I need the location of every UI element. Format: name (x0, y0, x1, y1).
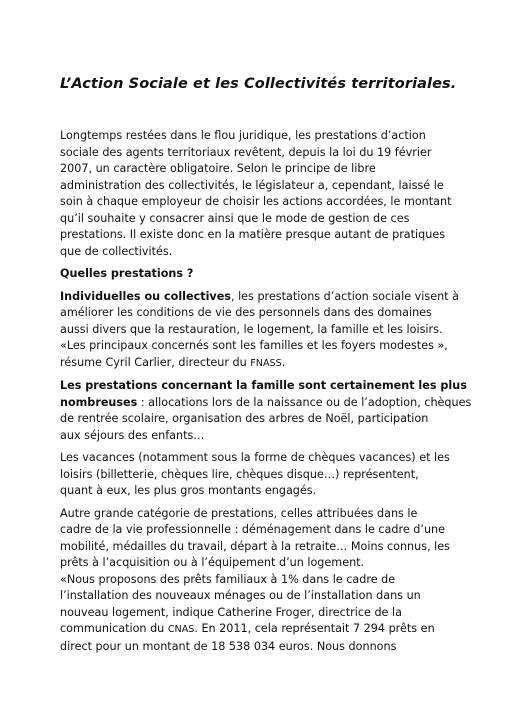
section-heading: Quelles prestations ? (60, 267, 194, 280)
family-paragraph (60, 378, 472, 444)
text-line: loisirs (billetterie, chèques lire, chèques disque…) représentent, (60, 467, 419, 481)
quote-paragraph (60, 572, 460, 656)
text-line: que de collectivités. (60, 244, 173, 258)
text-line: direct pour un montant de 18 538 034 euros. Nous donnons (60, 639, 397, 653)
text-line: administration des collectivités, le législateur a, cependant, laissé le (60, 178, 444, 192)
text-line: de rentrée scolaire, organisation des arbres de Noël, participation (60, 412, 429, 425)
text-line: prêts à l’acquisition ou à l’équipement d’un logement. (60, 556, 365, 569)
text-line: sociale des agents territoriaux revêtent, depuis la loi du 19 février (60, 145, 432, 159)
text-line: aussi divers que la restauration, le logement, la famille et les loisirs. (60, 322, 443, 336)
text-line: améliorer les conditions de vie des personnels dans des domaines (60, 306, 432, 319)
text-fragment: communication du (60, 622, 168, 635)
prestations-paragraph (60, 289, 460, 373)
text-fragment: . (281, 355, 286, 369)
text-line: nouveau logement, indique Catherine Froger, directrice de la (60, 605, 402, 619)
org-acronym: FNASS (250, 357, 282, 369)
article-body (60, 128, 472, 661)
text-line: Longtemps restées dans le flou juridique, les prestations d’action (60, 129, 426, 142)
vacances-paragraph (60, 450, 460, 500)
text-line: mobilité, médailles du travail, départ à la retraite… Moins connus, les (60, 539, 450, 553)
professional-paragraph (60, 506, 460, 572)
intro-paragraph (60, 128, 460, 260)
bold-lead: Individuelles ou collectives (60, 289, 231, 303)
bold-lead: nombreuses (60, 395, 138, 409)
text-line (60, 621, 460, 639)
text-line: Autre grande catégorie de prestations, celles attribuées dans le (60, 506, 418, 520)
text-line: aux séjours des enfants… (60, 428, 205, 442)
document-title: L’Action Sociale et les Collectivités territoriales. (60, 76, 457, 92)
text-line: prestations. Il existe donc en la matière presque autant de pratiques (60, 228, 446, 241)
text-line: qu’il souhaite y consacrer ainsi que le mode de gestion de ces (60, 211, 410, 225)
text-fragment: : allocations lors de la naissance ou de l’adoption, chèques (137, 395, 472, 409)
text-line: Les vacances (notamment sous la forme de chèques vacances) et les (60, 451, 450, 464)
text-line: «Nous proposons des prêts familiaux à 1% dans le cadre de (60, 572, 396, 586)
text-line: 2007, un caractère obligatoire. Selon le principe de libre (60, 162, 376, 175)
text-fragment: . En 2011, cela représentait 7 294 prêts en (194, 622, 435, 635)
text-line: cadre de la vie professionnelle : déménagement dans le cadre d’une (60, 523, 446, 536)
text-fragment: , les prestations d’action sociale visent à (230, 289, 459, 303)
text-line (60, 355, 460, 373)
text-line (60, 289, 460, 306)
text-fragment: résume Cyril Carlier, directeur du (60, 355, 251, 369)
org-acronym: CNAS (167, 624, 195, 635)
text-line (60, 395, 472, 412)
text-line: soin à chaque employeur de choisir les actions accordées, le montant (60, 195, 452, 208)
text-line: quant à eux, les plus gros montants engagés. (60, 484, 317, 497)
text-line: l’installation des nouveaux ménages ou de l’installation dans un (60, 589, 421, 602)
text-line: Les prestations concernant la famille sont certainement les plus (60, 379, 467, 392)
text-line: «Les principaux concernés sont les familles et les foyers modestes », (60, 339, 448, 352)
